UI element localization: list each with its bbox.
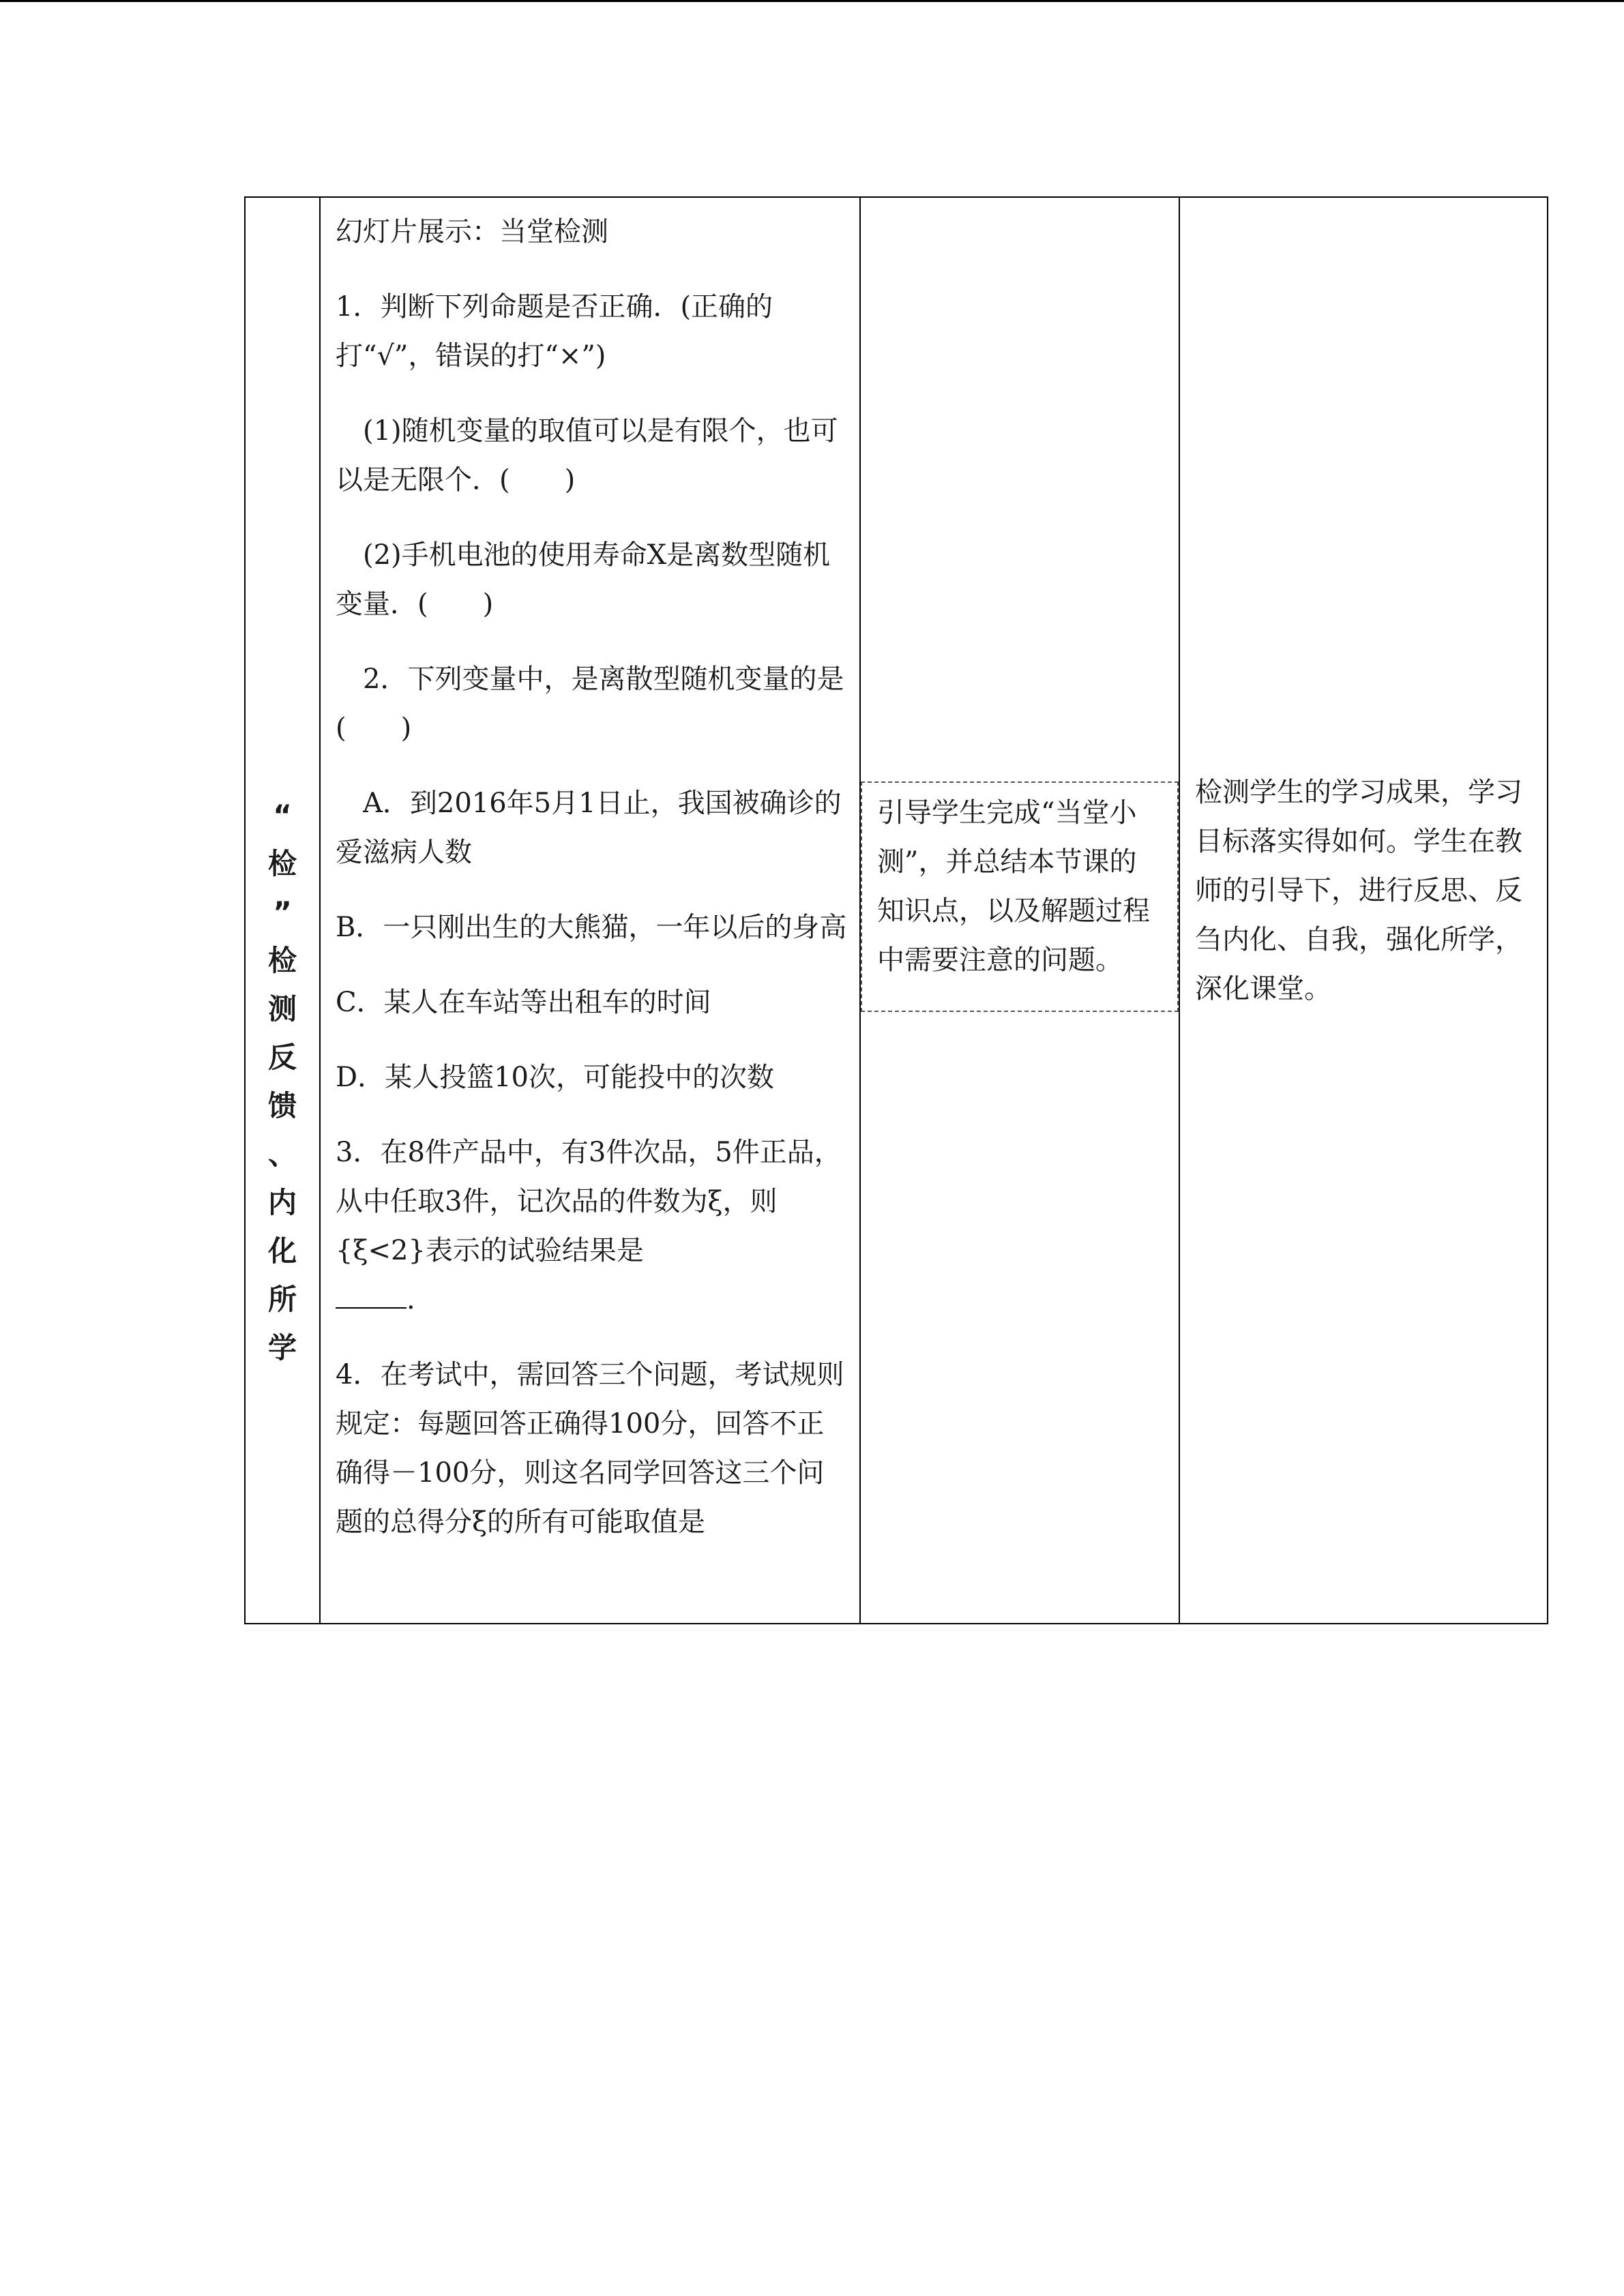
stage-char: 所 [267, 1283, 297, 1316]
question-3-wrapper [336, 1128, 848, 1324]
question-4: 4．在考试中，需回答三个问题，考试规则规定：每题回答正确得100分，回答不正确得－100分，则这名同学回答这三个问题的总得分ξ的所有可能取值是 [336, 1359, 844, 1538]
stage-column [246, 198, 321, 1623]
design-intent-column [1180, 198, 1547, 1623]
stage-char: 内 [267, 1186, 297, 1219]
question-3-end: . [407, 1284, 415, 1315]
stage-char: 化 [267, 1234, 297, 1268]
question-2-option-d: D．某人投篮10次，可能投中的次数 [336, 1062, 774, 1093]
content-body [336, 207, 848, 1572]
content-heading: 幻灯片展示：当堂检测 [336, 216, 608, 248]
content-column [321, 198, 861, 1623]
stage-label [246, 791, 319, 1372]
stage-char: 、 [267, 1137, 297, 1171]
teacher-activity-box: 引导学生完成“当堂小测”，并总结本节课的知识点，以及解题过程中需要注意的问题。 [861, 781, 1179, 1012]
question-1-item-1: (1)随机变量的取值可以是有限个，也可以是无限个．( ) [336, 415, 838, 496]
question-3: 3．在8件产品中，有3件次品，5件正品，从中任取3件，记次品的件数为ξ，则{ξ<2}表示的试验结果是 [336, 1137, 842, 1266]
stage-char: 反 [267, 1041, 297, 1074]
question-1: 1．判断下列命题是否正确．(正确的打“√”，错误的打“×”) [336, 291, 773, 372]
stage-char: 检 [267, 944, 297, 977]
lesson-plan-table [244, 196, 1548, 1624]
stage-char: ” [273, 895, 292, 929]
stage-char: 测 [267, 992, 297, 1026]
stage-char: 检 [267, 847, 297, 880]
page-top-rule [0, 0, 1624, 2]
question-2: 2．下列变量中，是离散型随机变量的是( ) [336, 664, 844, 744]
stage-char: 学 [267, 1331, 297, 1365]
question-2-option-b: B．一只刚出生的大熊猫，一年以后的身高 [336, 912, 847, 943]
teacher-activity-column [861, 198, 1180, 1623]
stage-char: 馈 [267, 1089, 297, 1122]
question-2-option-a: A．到2016年5月1日止，我国被确诊的爱滋病人数 [336, 788, 842, 868]
stage-char: “ [273, 799, 292, 832]
question-1-item-2: (2)手机电池的使用寿命X是离数型随机变量．( ) [336, 539, 831, 620]
design-intent-text: 检测学生的学习成果，学习目标落实得如何。学生在教师的引导下，进行反思、反刍内化、自我，强化所学，深化课堂。 [1195, 777, 1522, 1004]
answer-blank [336, 1287, 407, 1309]
question-2-option-c: C．某人在车站等出租车的时间 [336, 987, 711, 1018]
